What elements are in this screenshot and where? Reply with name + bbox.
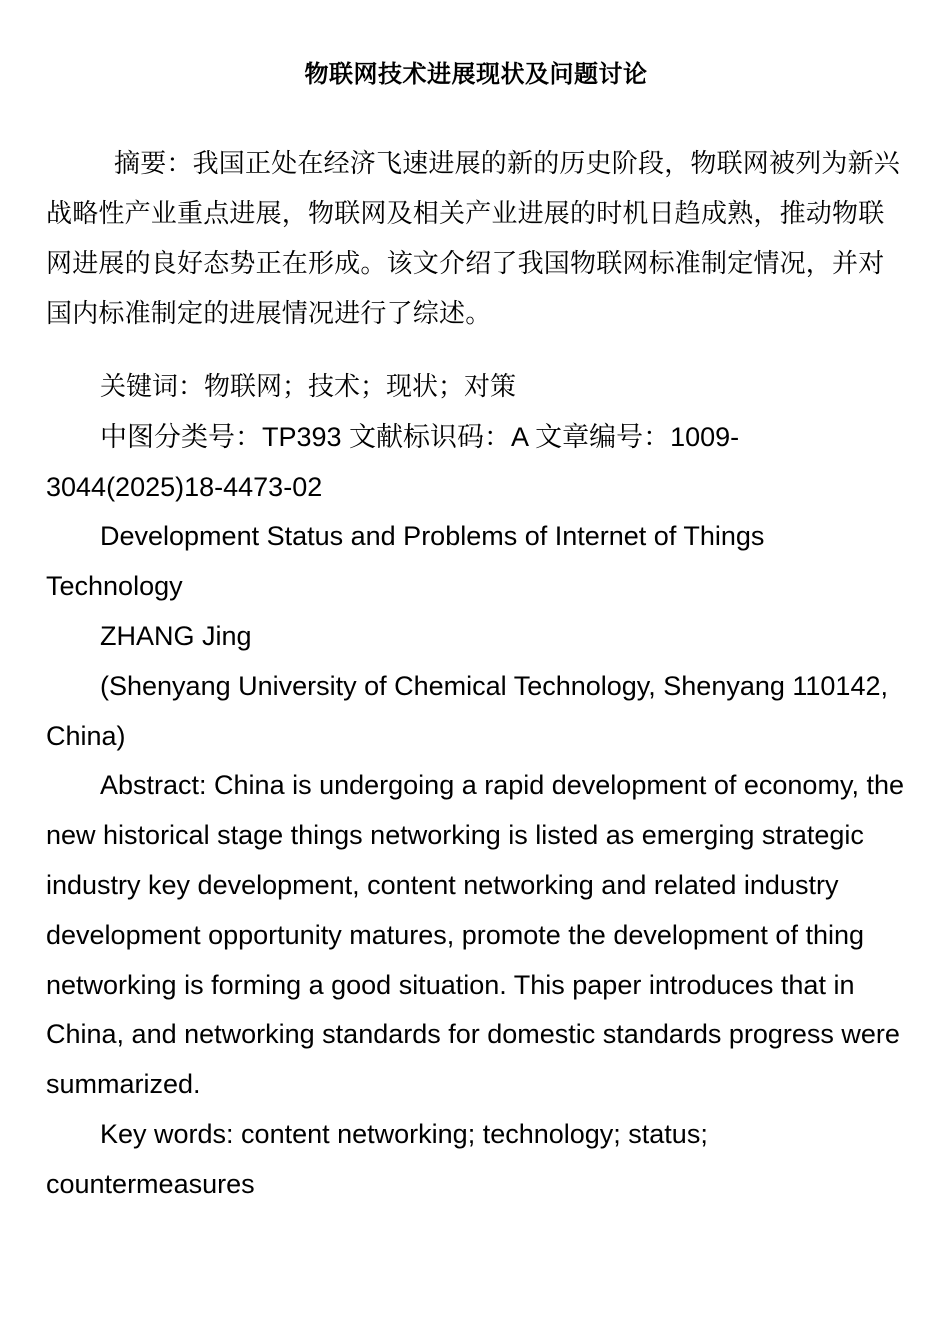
author-name: ZHANG Jing: [100, 620, 252, 651]
chinese-abstract: 摘要：我国正处在经济飞速进展的新的历史阶段，物联网被列为新兴战略性产业重点进展，物联网及相关产业进展的时机日趋成熟，推动物联网进展的良好态势正在形成。该文介绍了我国物联网标准制定情况，并对国内标准制定的进展情况进行了综述。: [46, 149, 901, 329]
english-keywords: Key words: content networking; technology; status; countermeasures: [46, 1118, 708, 1199]
paper-title: 物联网技术进展现状及问题讨论: [304, 59, 648, 88]
english-abstract: Abstract: China is undergoing a rapid development of economy, the new historical stage things networking is listed as emerging strategic industry key development, content networking and related industry development opportunity matures, promote the development of thing networking is forming a good situation. This paper introduces that in China, and networking standards for domestic standards progress were summarized.: [46, 770, 904, 1100]
author-affiliation: (Shenyang University of Chemical Technology, Shenyang 110142, China): [46, 670, 888, 751]
classification-line: 中图分类号：TP393 文献标识码：A 文章编号：1009-3044(2025)18-4473-02: [46, 421, 740, 502]
paper-page: [46, 0, 906, 1210]
chinese-keywords: 关键词：物联网；技术；现状；对策: [100, 372, 517, 402]
english-title: Development Status and Problems of Internet of Things Technology: [46, 521, 765, 602]
